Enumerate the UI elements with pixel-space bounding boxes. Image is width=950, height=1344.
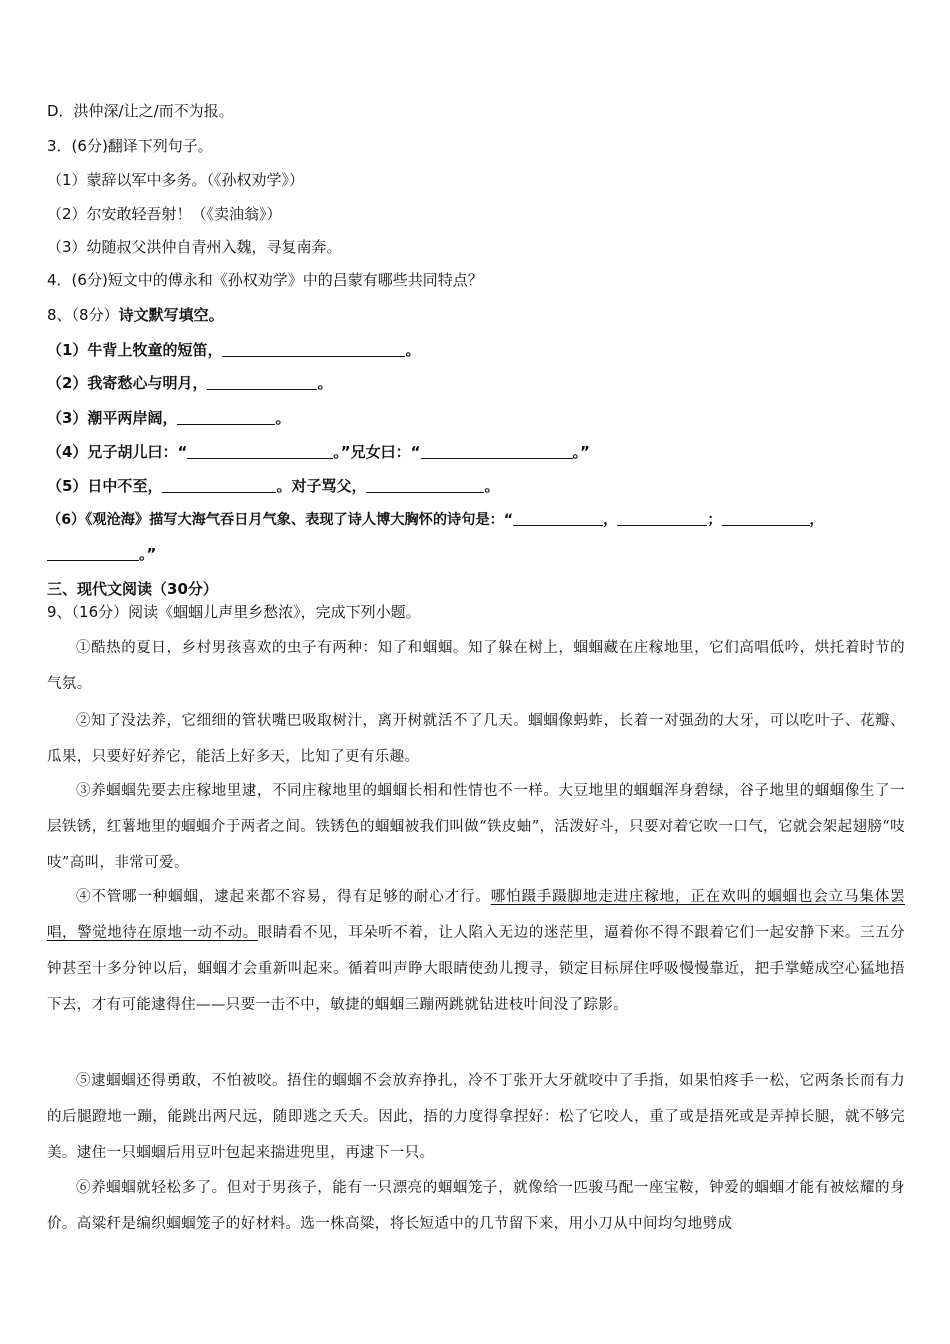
answer-blank[interactable] — [513, 511, 603, 526]
passage-paragraph-5: ⑤逮蝈蝈还得勇敢，不怕被咬。捂住的蝈蝈不会放弃挣扎，冷不丁张开大牙就咬中了手指，如果怕疼手一松，它两条长而有力的后腿蹬地一蹦，能跳出两尺远，随即逃之夭夭。因此，捂的力度得拿捏好：松了它咬人，重了或是捂死或是弄掉长腿，就不够完美。逮住一只蝈蝈后用豆叶包起来揣进兜里，再逮下一只。 — [47, 1073, 905, 1161]
fill-line-6-continued: 。” — [47, 544, 156, 564]
underlined-sentence: 哪怕蹑手蹑脚地走进庄稼地，正在欢叫的蝈蝈也会立马集体罢唱，警觉地待在原地一动不动。 — [47, 889, 905, 941]
option-d: D．洪仲深/让之/而不为报。 — [47, 102, 234, 120]
passage-paragraph-1: ①酷热的夏日，乡村男孩喜欢的虫子有两种：知了和蝈蝈。知了躲在树上，蝈蝈藏在庄稼地里，它们高唱低吟，烘托着时节的气氛。 — [47, 640, 905, 692]
answer-blank[interactable] — [207, 375, 317, 390]
passage-paragraph-2: ②知了没法养，它细细的管状嘴巴吸取树汁，离开树就活不了几天。蝈蝈像蚂蚱，长着一对强劲的大牙，可以吃叶子、花瓣、瓜果，只要好好养它，能活上好多天，比知了更有乐趣。 — [47, 713, 905, 765]
question-3-item-3: （3）幼随叔父洪仲自青州入魏，寻复南奔。 — [47, 238, 342, 256]
fill-line-2: （2）我寄愁心与明月， 。 — [47, 374, 333, 392]
answer-blank[interactable] — [722, 511, 810, 526]
passage-paragraph-3: ③养蝈蝈先要去庄稼地里逮，不同庄稼地里的蝈蝈长相和性情也不一样。大豆地里的蝈蝈浑身碧绿，谷子地里的蝈蝈像生了一层铁锈，红薯地里的蝈蝈介于两者之间。铁锈色的蝈蝈被我们叫做“铁皮蚰”，活泼好斗，只要对着它吹一口气，它就会架起翅膀“吱吱”高叫，非常可爱。 — [47, 783, 905, 871]
answer-blank[interactable] — [177, 410, 275, 425]
fill-line-5: （5）日中不至， 。对子骂父， 。 — [47, 477, 500, 495]
answer-blank[interactable] — [421, 444, 573, 459]
question-4: 4．(6分)短文中的傅永和《孙权劝学》中的吕蒙有哪些共同特点？ — [47, 271, 483, 289]
question-3-item-2: （2）尔安敢轻吾射！（《卖油翁》） — [47, 205, 282, 223]
question-3-title: 3．(6分)翻译下列句子。 — [47, 137, 213, 155]
fill-line-4: （4）兄子胡儿曰：“ 。”兄女曰：“ 。” — [47, 443, 590, 461]
fill-line-6: （6）《观沧海》描写大海气吞日月气象、表现了诗人博大胸怀的诗句是：“ ， ； ， — [47, 512, 824, 528]
section-3-title: 三、现代文阅读（30分） — [47, 580, 218, 598]
question-8-number: 8、（8分） — [47, 306, 119, 324]
fill-line-3: （3）潮平两岸阔， 。 — [47, 409, 291, 427]
question-8-title: 诗文默写填空。 — [118, 306, 224, 324]
answer-blank[interactable] — [162, 478, 276, 493]
fill-line-1: （1）牛背上牧童的短笛， 。 — [47, 341, 421, 359]
question-3-item-1: （1）蒙辞以军中多务。（《孙权劝学》） — [47, 171, 305, 189]
answer-blank[interactable] — [47, 546, 139, 561]
question-9: 9、（16分）阅读《蝈蝈儿声里乡愁浓》，完成下列小题。 — [47, 603, 421, 621]
answer-blank[interactable] — [366, 478, 484, 493]
answer-blank[interactable] — [617, 511, 707, 526]
answer-blank[interactable] — [222, 342, 405, 357]
answer-blank[interactable] — [187, 444, 333, 459]
passage-paragraph-6: ⑥养蝈蝈就轻松多了。但对于男孩子，能有一只漂亮的蝈蝈笼子，就像给一匹骏马配一座宝鞍，钟爱的蝈蝈才能有被炫耀的身价。高粱秆是编织蝈蝈笼子的好材料。选一株高粱，将长短适中的几节留下来，用小刀从中间均匀地劈成 — [47, 1180, 905, 1232]
question-8-heading — [47, 305, 224, 325]
passage-paragraph-4: ④不管哪一种蝈蝈，逮起来都不容易，得有足够的耐心才行。哪怕蹑手蹑脚地走进庄稼地，正在欢叫的蝈蝈也会立马集体罢唱，警觉地待在原地一动不动。眼睛看不见，耳朵听不着，让人陷入无边的迷茫里，逼着你不得不跟着它们一起安静下来。三五分钟甚至十多分钟以后，蝈蝈才会重新叫起来。循着叫声睁大眼睛使劲儿搜寻，锁定目标屏住呼吸慢慢靠近，把手掌蜷成空心猛地捂下去，才有可能逮得住——只要一击不中，敏捷的蝈蝈三蹦两跳就钻进枝叶间没了踪影。 — [47, 889, 905, 1013]
